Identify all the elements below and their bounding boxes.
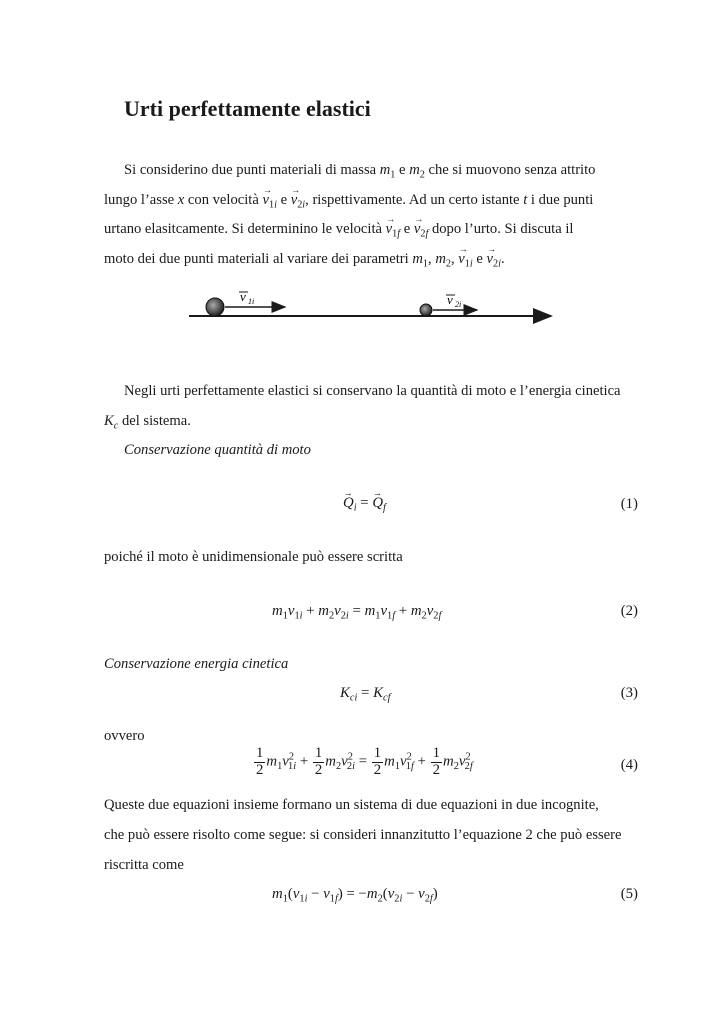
velocity-2-label: v (447, 292, 453, 307)
heading-kinetic-energy: Conservazione energia cinetica (104, 656, 289, 672)
equation-number-1: (1) (620, 496, 638, 512)
equation-1: → $Q_i$ = → $Q_f$ (343, 495, 386, 512)
problem-line-3: urtano elasitcamente. Si determinino le velocità → $v_{1f}$ $e \to v_{2f}$ dopo l’urto. Si discuta il (104, 221, 573, 238)
collision-figure (185, 288, 560, 328)
equation-number-3: (3) (620, 685, 638, 701)
paragraph-conservation: Negli urti perfettamente elastici si conservano la quantità di moto e l’energia cinetica (124, 383, 621, 399)
heading-momentum: Conservazione quantità di moto (124, 442, 311, 458)
paragraph-system-2: che può essere risolto come segue: si consideri innanzitutto l’equazione 2 che può essere (104, 827, 622, 843)
particle-2 (420, 304, 432, 316)
paragraph-ovvero: ovvero (104, 728, 145, 744)
equation-5: $m_1(v_{1i} - v_{1f}) = -m_2(v_{2i} - v_{2f})$ (272, 886, 438, 905)
equation-4: $\frac{1}{2}$ $m_1v^2_{1i}$ + $\frac{1}{2}$ $m_2v^2_{2i}$ = $\frac{1}{2}$ $m_1v^2_{1f}$ + $\frac{1}{2}$ $m_2v^2_{2f}$ (256, 745, 473, 778)
velocity-2-subscript: 2i (455, 300, 462, 309)
problem-line-4: moto dei due punti materiali al variare dei parametri $m_1$, $m_2$, → $v_{1i}$ $e \to v_{2i}$. (104, 251, 505, 268)
problem-line-1: Si considerino due punti materiali di massa $m_1$ e $m_2$ che si muovono senza attrito (124, 162, 596, 181)
paragraph-system-3: riscritta come (104, 857, 184, 873)
paragraph-unidimensional: poiché il moto è unidimensionale può essere scritta (104, 549, 403, 565)
equation-number-5: (5) (620, 886, 638, 902)
equation-number-2: (2) (620, 603, 638, 619)
equation-3: $K_{ci} = K_{cf}$ (340, 685, 391, 704)
particle-1 (206, 298, 224, 316)
problem-line-2: lungo l’asse x con velocità → $v_{1i}$ $e \to v_{2i}$, rispettivamente. Ad un certo istante t i due punti (104, 192, 593, 209)
paragraph-conservation-cont: $K_c$ del sistema. (104, 413, 191, 432)
velocity-1-label: v (240, 289, 246, 304)
equation-2: $m_1v_{1i} + m_2v_{2i} = m_1v_{1f} + m_2v_{2f}$ (272, 603, 442, 622)
section-title: Urti perfettamente elastici (124, 96, 371, 121)
paragraph-system-1: Queste due equazioni insieme formano un sistema di due equazioni in due incognite, (104, 797, 599, 813)
equation-number-4: (4) (620, 757, 638, 773)
velocity-1-subscript: 1i (248, 297, 255, 306)
